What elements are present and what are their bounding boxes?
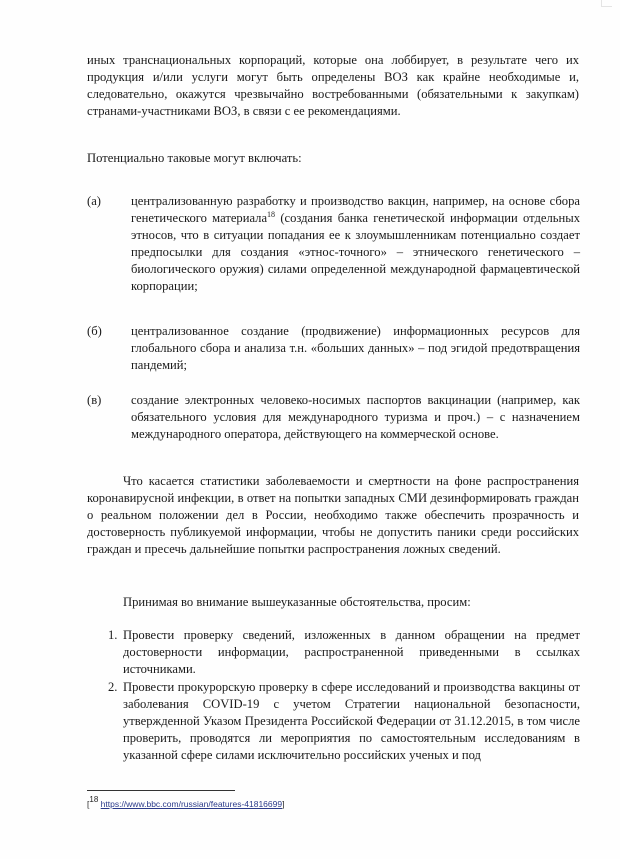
footnote-open-bracket: [ [87, 799, 90, 809]
footnote-reference-18: 18 [267, 210, 276, 219]
list-item-text-c: создание электронных человеко-носимых паспортов вакцинации (например, как обязательного условия для международного туризма и проч.) – с назначением международного оператора, действующего на коммерческой основе. [131, 393, 580, 441]
footnote-close-bracket: ] [282, 799, 285, 809]
footnote-18 [87, 795, 285, 810]
footnote-separator [87, 790, 235, 791]
numbered-item-text-1: Провести проверку сведений, изложенных в данном обращении на предмет достоверности информации, распространенной приведенными в ссылках источниками. [123, 628, 580, 676]
list-item-a-text-end: (создания банка генетической информации отдельных этносов, что в ситуации попадания ее к злоумышленникам потенциально создает предпосылки для создания «этнос-точного» – этнического генетического – биологического оружия) силами определенной международной фармацевтической корпорации; [131, 211, 580, 293]
numbered-item-text-2: Провести прокурорскую проверку в сфере исследований и производства вакцины от заболевания COVID-19 с учетом Стратегии национальной безопасности, утвержденной Указом Президента Российской Федерации от 31.12.2015, в том числе проверить, проводятся ли мероприятия по самостоятельным исследованиям в указанной сфере силами исключительно российских ученых и под [123, 680, 580, 762]
paragraph-statistics: Что касается статистики заболеваемости и смертности на фоне распространения коронавирусной инфекции, в ответ на попытки западных СМИ дезинформировать граждан о реальном положении дел в России, необходимо также обеспечить прозрачность и достоверность публикуемой информации, чтобы не допустить паники среди российских граждан и пресечь дальнейшие попытки распространения ложных сведений. [87, 474, 579, 556]
paragraph-corporations: иных транснациональных корпораций, которые она лоббирует, в результате чего их продукция и/или услуги могут быть определены ВОЗ как крайне необходимые и, следовательно, окажутся чрезвычайно востребованными (обязательными к закупкам) странами-участниками ВОЗ, в связи с ее рекомендациями. [87, 53, 579, 118]
list-item-a-text-start: централизованную разработку и производство вакцин, например, на основе сбора генетического материала [131, 194, 580, 225]
footnote-link[interactable]: https://www.bbc.com/russian/features-41816699 [100, 799, 283, 809]
list-item-text-a [131, 193, 580, 295]
numbered-item-label-1: 1. [108, 628, 118, 642]
page-corner-mark [601, 0, 612, 7]
list-item-text-b: централизованное создание (продвижение) информационных ресурсов для глобального сбора и анализа т.н. «больших данных» – под эгидой предотвращения пандемий; [131, 324, 580, 372]
list-item-label-a: (а) [87, 194, 101, 208]
list-item-label-c: (в) [87, 393, 102, 407]
paragraph-potential-list-intro: Потенциально таковые могут включать: [87, 151, 302, 165]
footnote-number: 18 [89, 795, 99, 804]
list-item-label-b: (б) [87, 324, 102, 338]
paragraph-request-intro: Принимая во внимание вышеуказанные обстоятельства, просим: [123, 595, 471, 609]
numbered-item-label-2: 2. [108, 680, 118, 694]
